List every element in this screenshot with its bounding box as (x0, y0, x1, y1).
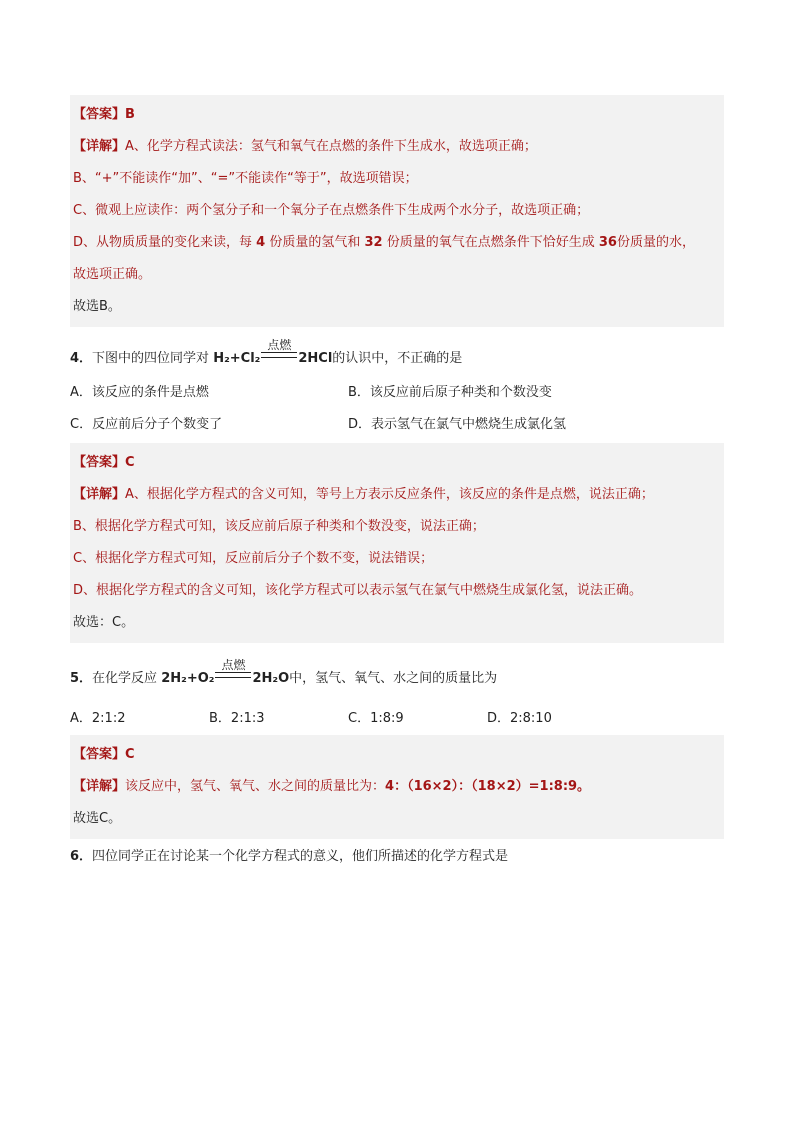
detail-number: 36 (598, 235, 617, 250)
equation-right: 2H₂O (252, 671, 290, 686)
question-5-options (70, 703, 724, 735)
detail-line: 故选项正确。 (73, 267, 152, 282)
detail-number: 4 (256, 235, 266, 250)
option-d[interactable]: D．2:8:10 (487, 711, 552, 726)
q5-answer-block (70, 735, 724, 839)
detail-label: 【详解】 (73, 487, 126, 502)
conclusion-line: 故选B。 (73, 299, 121, 314)
q4-answer-block (70, 443, 724, 643)
detail-line (73, 479, 721, 511)
reaction-condition (215, 658, 251, 682)
detail-calc: 4：（16×2）：（18×2）=1:8:9。 (385, 779, 591, 794)
question-number: 6． (70, 849, 93, 864)
detail-text: 该反应中，氢气、氧气、水之间的质量比为： (125, 779, 386, 794)
detail-line: C、微观上应读作：两个氢分子和一个氧分子在点燃条件下生成两个水分子，故选项正确； (73, 203, 590, 218)
detail-number: 32 (364, 235, 383, 250)
detail-text: 份质量的水， (616, 235, 695, 250)
conclusion-line: 故选C。 (73, 811, 122, 826)
detail-line (73, 227, 721, 259)
option-b[interactable]: B．2:1:3 (209, 711, 265, 726)
detail-text: D、从物质质量的变化来读，每 (73, 235, 253, 250)
answer-value: B (125, 107, 135, 122)
detail-text: A、根据化学方程式的含义可知，等号上方表示反应条件，该反应的条件是点燃，说法正确； (125, 487, 654, 502)
question-4-options (70, 409, 724, 441)
detail-line: B、根据化学方程式可知，该反应前后原子种类和个数没变，说法正确； (73, 519, 485, 534)
answer-label: 【答案】 (73, 747, 126, 762)
detail-line (73, 771, 721, 803)
detail-line: B、“+”不能读作“加”、“=”不能读作“等于”，故选项错误； (73, 171, 418, 186)
answer-label: 【答案】 (73, 455, 126, 470)
question-number: 5． (70, 671, 93, 686)
detail-line: D、根据化学方程式的含义可知，该化学方程式可以表示氢气在氯气中燃烧生成氯化氢，说法正确。 (73, 583, 643, 598)
question-4-options (70, 377, 724, 409)
answer-label: 【答案】 (73, 107, 126, 122)
chemical-equation (161, 658, 290, 689)
detail-text: 份质量的氢气和 (269, 235, 361, 250)
question-5-stem (70, 658, 724, 689)
stem-text: 中，氢气、氧气、水之间的质量比为 (289, 671, 498, 686)
detail-line: C、根据化学方程式可知，反应前后分子个数不变，说法错误； (73, 551, 434, 566)
equation-left: 2H₂+O₂ (161, 671, 215, 686)
condition-text: 点燃 (267, 338, 292, 352)
stem-text: 在化学反应 (92, 671, 158, 686)
reaction-condition (261, 338, 297, 362)
equation-right: 2HCl (298, 351, 333, 366)
condition-text: 点燃 (221, 658, 246, 672)
q3-answer-block (70, 95, 724, 327)
option-a[interactable]: A．2:1:2 (70, 711, 126, 726)
detail-label: 【详解】 (73, 139, 126, 154)
chemical-equation (213, 338, 333, 369)
equation-left: H₂+Cl₂ (213, 351, 261, 366)
answer-line (73, 739, 721, 771)
answer-value: C (125, 747, 135, 762)
question-4-stem (70, 338, 724, 369)
stem-text: 下图中的四位同学对 (92, 351, 210, 366)
detail-text: A、化学方程式读法：氢气和氧气在点燃的条件下生成水，故选项正确； (125, 139, 537, 154)
answer-line (73, 99, 721, 131)
detail-text: 份质量的氧气在点燃条件下恰好生成 (386, 235, 595, 250)
option-d[interactable]: D．表示氢气在氯气中燃烧生成氯化氢 (348, 417, 567, 432)
document-page (70, 95, 724, 875)
stem-text: 四位同学正在讨论某一个化学方程式的意义，他们所描述的化学方程式是 (92, 849, 509, 864)
question-number: 4． (70, 351, 93, 366)
answer-line (73, 447, 721, 479)
answer-value: C (125, 455, 135, 470)
option-a[interactable]: A．该反应的条件是点燃 (70, 385, 209, 400)
stem-text: 的认识中，不正确的是 (332, 351, 463, 366)
option-c[interactable]: C．反应前后分子个数变了 (70, 417, 223, 432)
question-6-stem (70, 847, 724, 867)
option-b[interactable]: B．该反应前后原子种类和个数没变 (348, 385, 552, 400)
conclusion-line: 故选：C。 (73, 615, 135, 630)
detail-label: 【详解】 (73, 779, 126, 794)
option-c[interactable]: C．1:8:9 (348, 711, 404, 726)
detail-line (73, 131, 721, 163)
